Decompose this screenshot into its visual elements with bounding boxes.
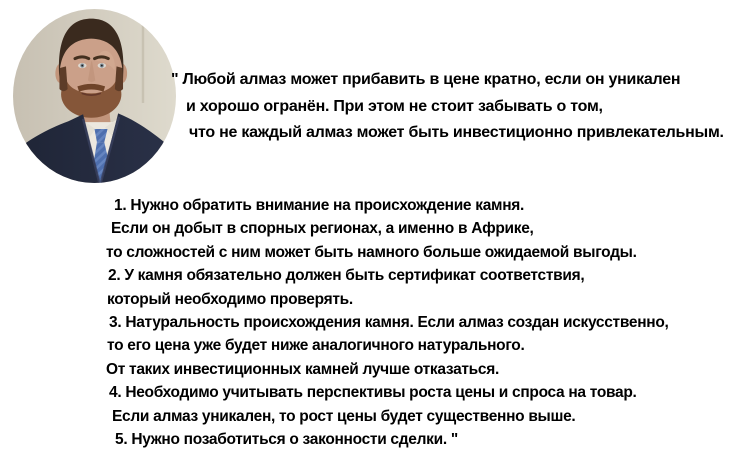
list-line-11: 5. Нужно позаботиться о законности сделки. ": [115, 431, 458, 449]
list-line-10: Если алмаз уникален, то рост цены будет существенно выше.: [112, 407, 576, 425]
list-line-8: От таких инвестиционных камней лучше отказаться.: [106, 360, 499, 378]
list-line-3: то сложностей с ним может быть намного больше ожидаемой выгоды.: [106, 243, 637, 261]
eyebrow-right: [95, 57, 109, 59]
quote-block: [0, 67, 755, 147]
list-line-1: 1. Нужно обратить внимание на происхождение камня.: [114, 197, 525, 214]
quote-line-3: что не каждый алмаз может быть инвестиционно привлекательным.: [189, 124, 724, 142]
eyebrow-left: [75, 57, 89, 59]
list-line-6: 3. Натуральность происхождения камня. Если алмаз создан искусственно,: [109, 314, 669, 332]
quote-line-2: и хорошо огранён. При этом не стоит забывать о том,: [186, 97, 603, 115]
list-line-5: который необходимо проверять.: [107, 290, 353, 308]
list-line-7: то его цена уже будет ниже аналогичного натурального.: [107, 337, 525, 355]
advice-list: [0, 194, 755, 451]
quote-line-1: " Любой алмаз может прибавить в цене кратно, если он уникален: [171, 71, 681, 88]
list-line-4: 2. У камня обязательно должен быть сертификат соответствия,: [108, 267, 585, 285]
list-line-9: 4. Необходимо учитывать перспективы роста цены и спроса на товар.: [109, 384, 637, 402]
list-line-2: Если он добыт в спорных регионах, а именно в Африке,: [111, 220, 534, 238]
